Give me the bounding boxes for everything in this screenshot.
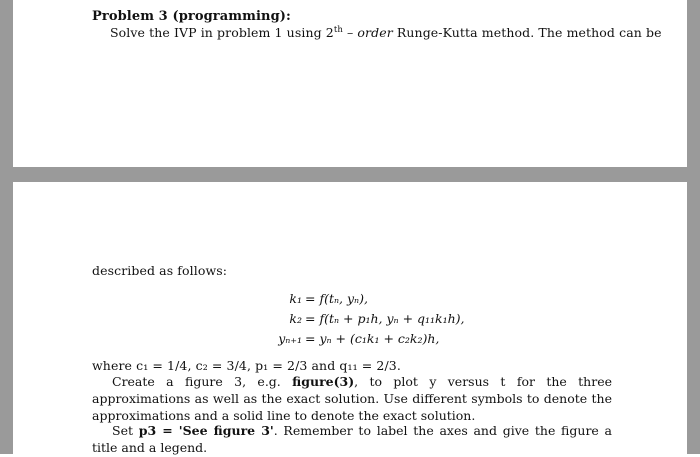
problem-intro-line <box>110 25 662 40</box>
described-line: described as follows: <box>92 263 228 278</box>
viewer-right-margin <box>687 0 700 454</box>
where-line: where c₁ = 1/4, c₂ = 3/4, p₁ = 2/3 and q₁₁ = 2/3. <box>92 358 401 373</box>
equation-1-lhs: k₁ <box>289 291 302 306</box>
instruction-paragraph-2 <box>92 423 612 457</box>
page-break-gutter <box>0 167 700 182</box>
instruction-paragraph-1 <box>92 374 612 424</box>
equation-2-rhs: = f(tₙ + p₁h, yₙ + q₁₁k₁h), <box>305 311 465 326</box>
p3-assignment: p3 = 'See figure 3' <box>138 423 274 438</box>
equation-2-lhs: k₂ <box>289 311 302 326</box>
intro-text-b: Runge-Kutta method. The method can be <box>392 25 662 40</box>
equation-3-lhs: yₙ₊₁ <box>278 331 302 346</box>
instr1-text-a: Create a figure 3, e.g. <box>112 374 293 389</box>
instr2-text-a: Set <box>112 423 139 438</box>
intro-text-a: Solve the IVP in problem 1 using 2 <box>110 25 334 40</box>
figure-command: figure(3) <box>292 374 355 389</box>
equation-3-rhs: = yₙ + (c₁k₁ + c₂k₂)h, <box>305 331 440 346</box>
problem-heading: Problem 3 (programming): <box>92 9 291 24</box>
instr2-text-b: . Remember to label the axes and give the figure a title and a legend. <box>92 423 612 455</box>
viewer-left-margin <box>0 0 13 454</box>
intro-superscript: th <box>333 24 343 35</box>
equation-1-rhs: = f(tₙ, yₙ), <box>305 291 368 306</box>
instr1-text-b: , to plot y versus t for the three approximations as well as the exact solution. Use different symbols to denote the approximations and a solid line to denote the exact solution. <box>92 374 613 423</box>
intro-order-word: – order <box>342 25 393 40</box>
